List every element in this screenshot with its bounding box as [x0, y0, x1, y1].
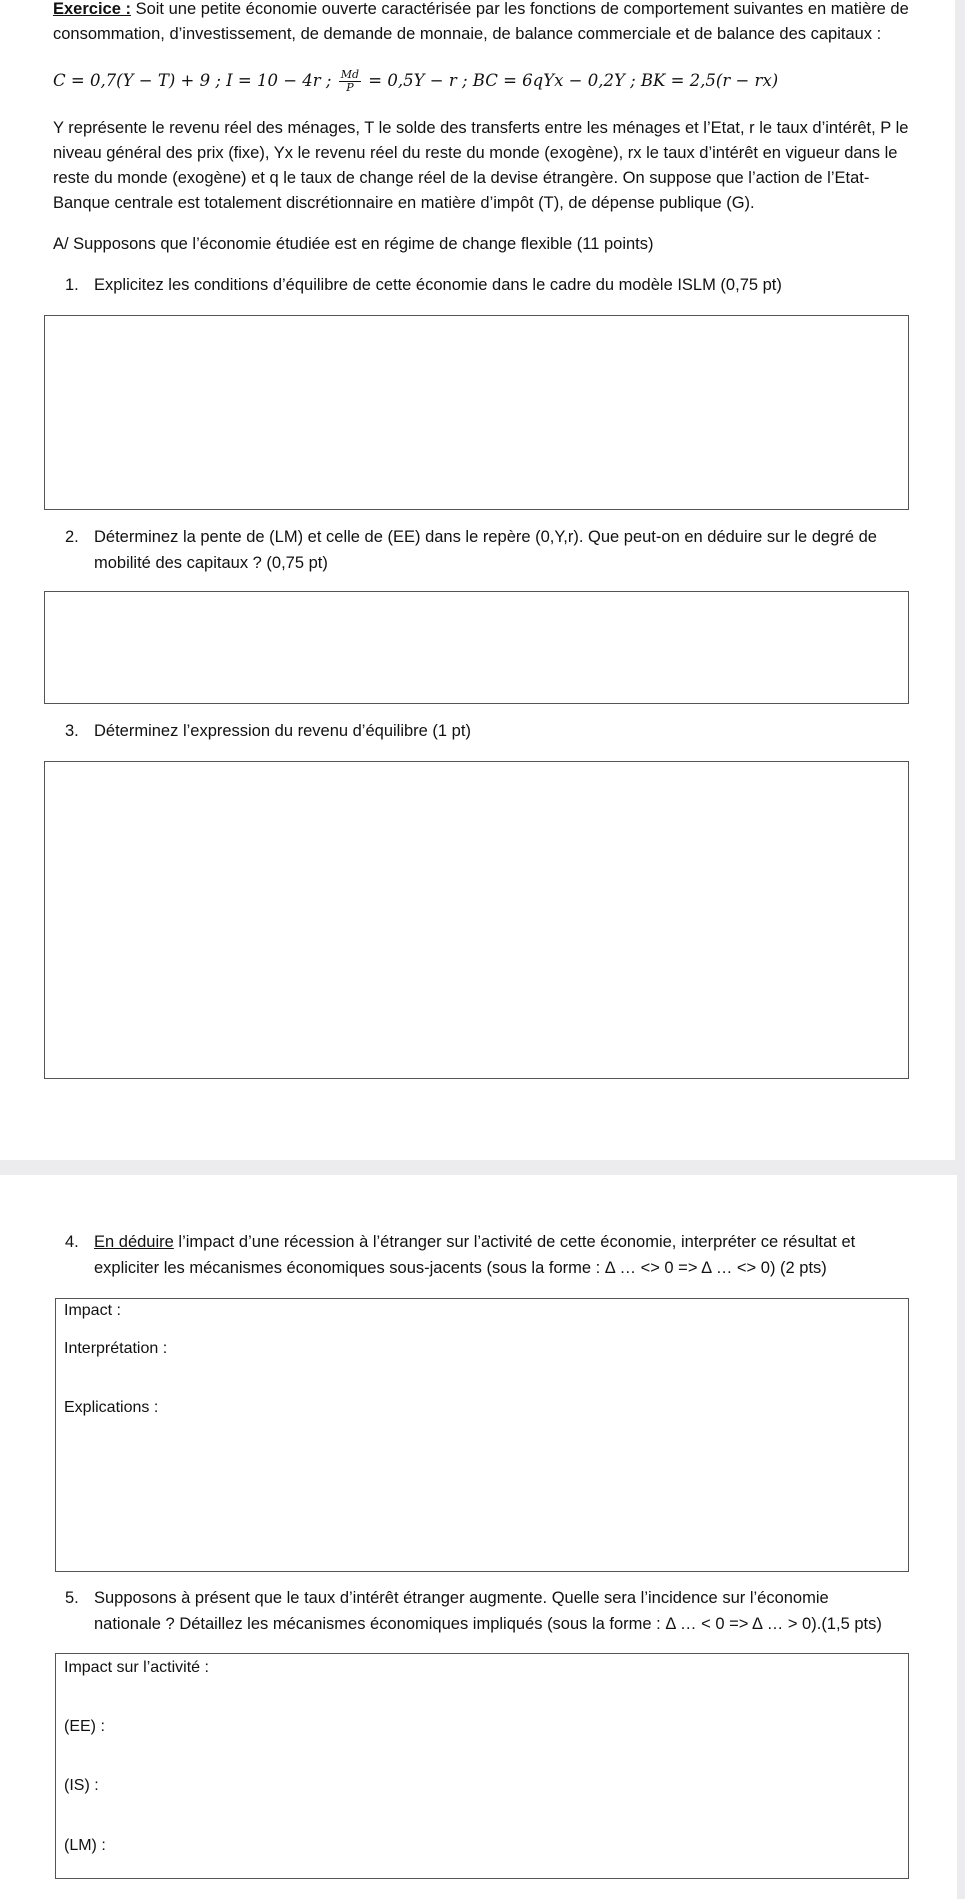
- answer-box-4[interactable]: [55, 1298, 909, 1572]
- question-4: [65, 1229, 935, 1283]
- eq-money-fraction: [339, 69, 361, 94]
- variables-desc-line2: niveau général des prix (fixe), Yx le revenu réel du reste du monde (exogène), rx le taux d’intérêt en vigueur dans le: [53, 144, 898, 162]
- question-number: 1.: [65, 276, 79, 294]
- exercise-intro-text: Soit une petite économie ouverte caractérisée par les fonctions de comportement suivantes en matière de consommation, d’investissement, de demande de monnaie, de balance commerciale et de balance des capitaux :: [53, 0, 909, 43]
- variables-desc-line3: reste du monde (exogène) et q le taux de change réel de la devise étrangère. On suppose que l’action de l’Etat-: [53, 169, 870, 187]
- variables-description: [53, 116, 933, 216]
- question-text: Explicitez les conditions d’équilibre de cette économie dans le cadre du modèle ISLM (0,75 pt): [94, 276, 782, 294]
- question-text: [94, 1585, 944, 1637]
- eq-consumption: C = 0,7(Y − T) + 9 ;: [53, 71, 221, 90]
- question-underlined: En déduire: [94, 1233, 174, 1251]
- answer-box-1[interactable]: [44, 315, 909, 510]
- question-text: [94, 1229, 934, 1281]
- eq-capital-balance: BK = 2,5(r − rx): [640, 71, 779, 90]
- eq-trade-balance: BC = 6qYx − 0,2Y ;: [472, 71, 636, 90]
- question-number: 4.: [65, 1233, 79, 1251]
- part-a-heading: A/ Supposons que l’économie étudiée est en régime de change flexible (11 points): [53, 235, 654, 253]
- question-text-line2: mobilité des capitaux ? (0,75 pt): [94, 554, 328, 572]
- question-5: [65, 1585, 945, 1639]
- question-text-line2: nationale ? Détaillez les mécanismes économiques impliqués (sous la forme : Δ … < 0 => Δ … > 0).(1,5 pts): [94, 1615, 882, 1633]
- eq-investment: I = 10 − 4r ;: [226, 71, 332, 90]
- explications-label: Explications :: [64, 1399, 159, 1416]
- impact-label: Impact :: [64, 1302, 121, 1319]
- answer-box-3[interactable]: [44, 761, 909, 1079]
- question-2: [65, 524, 925, 578]
- question-number: 3.: [65, 722, 79, 740]
- variables-desc-line4: Banque centrale est totalement discrétionnaire en matière d’impôt (T), de dépense publique (G).: [53, 194, 755, 212]
- exercise-intro: [53, 0, 913, 47]
- question-text-line2: expliciter les mécanismes économiques sous-jacents (sous la forme : Δ … <> 0 => Δ … <> 0) (2 pts): [94, 1259, 827, 1277]
- question-number: 2.: [65, 528, 79, 546]
- eq-money-rhs: = 0,5Y − r ;: [368, 71, 468, 90]
- ee-label: (EE) :: [64, 1718, 105, 1735]
- answer-box-5[interactable]: [55, 1653, 909, 1879]
- answer-box-2[interactable]: [44, 591, 909, 704]
- variables-desc-line1: Y représente le revenu réel des ménages, T le solde des transferts entre les ménages et l’Etat, r le taux d’intérêt, P le: [53, 119, 909, 137]
- question-text-line1: Supposons à présent que le taux d’intérêt étranger augmente. Quelle sera l’incidence sur l’économie: [94, 1589, 829, 1607]
- equations-line: [53, 68, 913, 94]
- page-2: [0, 1175, 957, 1899]
- question-text: Déterminez l’expression du revenu d’équilibre (1 pt): [94, 722, 471, 740]
- question-text-line1: l’impact d’une récession à l’étranger sur l’activité de cette économie, interpréter ce résultat et: [173, 1233, 856, 1251]
- eq-money-num: Md: [340, 68, 360, 81]
- is-label: (IS) :: [64, 1777, 99, 1794]
- question-text-line1: Déterminez la pente de (LM) et celle de (EE) dans le repère (0,Y,r). Que peut-on en déduire sur le degré de: [94, 528, 877, 546]
- eq-money-den: P: [346, 81, 354, 94]
- question-text: [94, 524, 924, 576]
- lm-label: (LM) :: [64, 1837, 106, 1854]
- question-number: 5.: [65, 1589, 79, 1607]
- impact-activity-label: Impact sur l’activité :: [64, 1659, 209, 1676]
- exercise-title: Exercice :: [53, 0, 131, 18]
- interpretation-label: Interprétation :: [64, 1340, 168, 1357]
